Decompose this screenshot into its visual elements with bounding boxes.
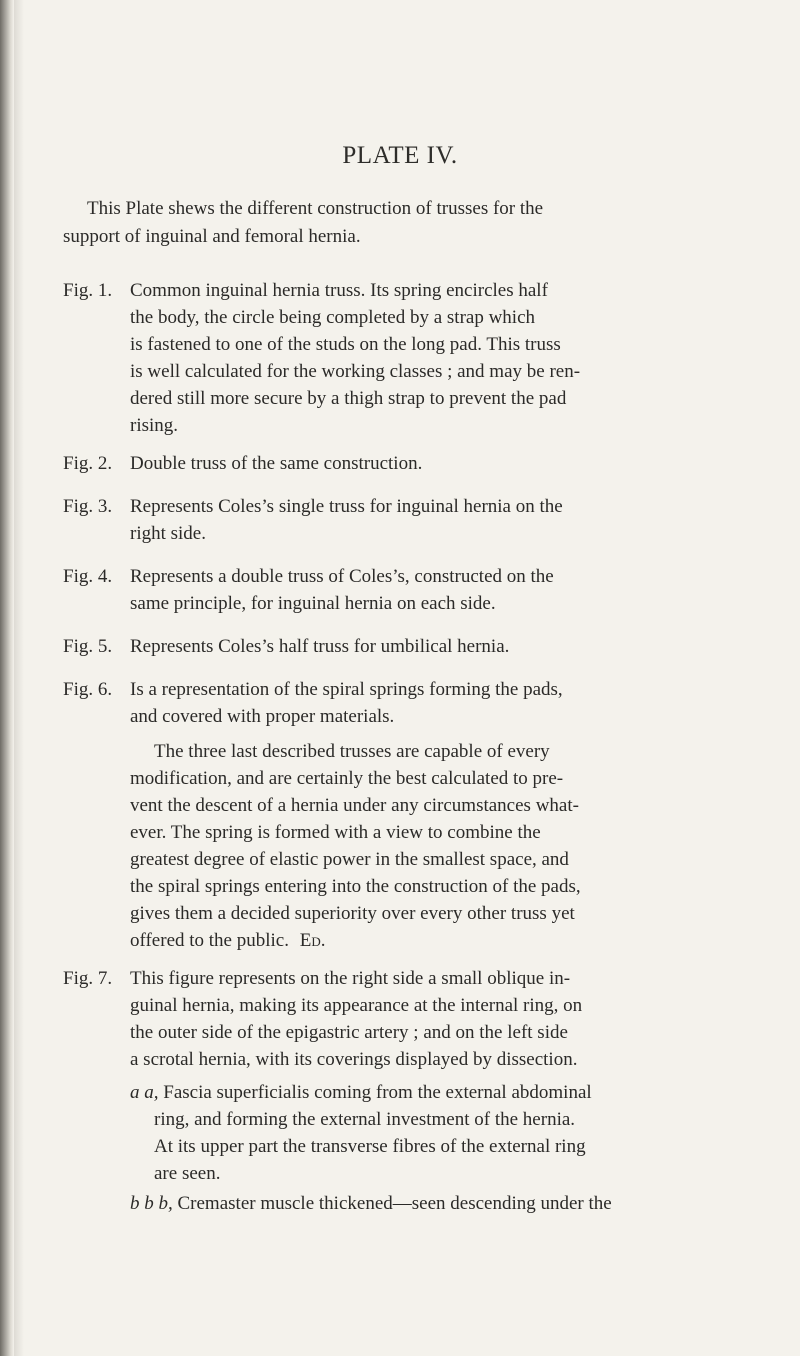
fig-label: Fig. 6. xyxy=(63,679,113,700)
key-text: Fascia superficialis coming from the external abdominal xyxy=(163,1082,592,1103)
editor-note-line: greatest degree of elastic power in the smallest space, and xyxy=(130,849,569,870)
intro-line: This Plate shews the different construction of trusses for the xyxy=(87,198,544,219)
intro-line: support of inguinal and femoral hernia. xyxy=(63,226,361,247)
key-text-line: ring, and forming the external investment of the hernia. xyxy=(154,1109,576,1130)
fig-text-line: This figure represents on the right side a small oblique in- xyxy=(130,968,571,989)
editor-signature: Ed. xyxy=(299,930,326,951)
fig-label: Fig. 3. xyxy=(63,496,113,517)
fig-label: Fig. 2. xyxy=(63,453,113,474)
fig-text-line: dered still more secure by a thigh strap to prevent the pad xyxy=(130,388,567,409)
fig-text-line: a scrotal hernia, with its coverings displayed by dissection. xyxy=(130,1049,578,1070)
key-text: Cremaster muscle thickened—seen descending under the xyxy=(177,1193,612,1214)
fig-text-line: right side. xyxy=(130,523,206,544)
fig-text-line: Represents Coles’s single truss for inguinal hernia on the xyxy=(130,496,563,517)
key-letters: a a, xyxy=(130,1082,159,1103)
key-entry-line xyxy=(130,1079,592,1107)
fig-text-line: Is a representation of the spiral springs forming the pads, xyxy=(130,679,563,700)
fig-text-line: the outer side of the epigastric artery ; and on the left side xyxy=(130,1022,568,1043)
editor-note-line: ever. The spring is formed with a view to combine the xyxy=(130,822,541,843)
fig-text-line: is well calculated for the working classes ; and may be ren- xyxy=(130,361,581,382)
key-text-line: At its upper part the transverse fibres of the external ring xyxy=(154,1136,586,1157)
fig-text-line: Common inguinal hernia truss. Its spring encircles half xyxy=(130,280,548,301)
fig-text-line: same principle, for inguinal hernia on each side. xyxy=(130,593,496,614)
fig-text-line: the body, the circle being completed by a strap which xyxy=(130,307,536,328)
editor-note-line: gives them a decided superiority over every other truss yet xyxy=(130,903,575,924)
fig-label: Fig. 5. xyxy=(63,636,113,657)
fig-label: Fig. 4. xyxy=(63,566,113,587)
fig-label: Fig. 7. xyxy=(63,968,113,989)
editor-note-line xyxy=(130,927,326,955)
editor-note-line: vent the descent of a hernia under any circumstances what- xyxy=(130,795,579,816)
fig-text-line: guinal hernia, making its appearance at the internal ring, on xyxy=(130,995,583,1016)
fig-text-line: is fastened to one of the studs on the long pad. This truss xyxy=(130,334,561,355)
fig-text-line: Represents Coles’s half truss for umbilical hernia. xyxy=(130,636,510,657)
key-text-line: are seen. xyxy=(154,1163,221,1184)
editor-note-last-text: offered to the public. xyxy=(130,930,289,951)
fig-text-line: Represents a double truss of Coles’s, constructed on the xyxy=(130,566,554,587)
editor-note-line: The three last described trusses are capable of every xyxy=(154,741,550,762)
plate-title: PLATE IV. xyxy=(342,142,458,169)
editor-note-line: the spiral springs entering into the construction of the pads, xyxy=(130,876,581,897)
fig-label: Fig. 1. xyxy=(63,280,113,301)
editor-note-line: modification, and are certainly the best calculated to pre- xyxy=(130,768,564,789)
gutter-shadow xyxy=(14,0,24,1356)
fig-text-line: Double truss of the same construction. xyxy=(130,453,423,474)
key-letters: b b b, xyxy=(130,1193,173,1214)
fig-text-line: rising. xyxy=(130,415,179,436)
fig-text-line: and covered with proper materials. xyxy=(130,706,395,727)
key-entry-line xyxy=(130,1190,612,1218)
page-spine-shadow xyxy=(0,0,14,1356)
